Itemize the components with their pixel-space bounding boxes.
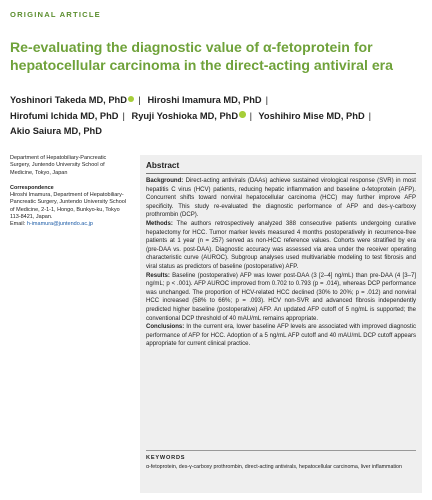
section-label: Conclusions: xyxy=(146,324,185,331)
keywords-text: α-fetoprotein, des-γ-carboxy prothrombin, direct-acting antivirals, hepatocellular carcinoma, liver inflammation xyxy=(146,464,402,470)
email-label: Email: xyxy=(10,221,26,228)
author-separator: | xyxy=(122,110,125,121)
keywords-heading: KEYWORDS xyxy=(146,455,186,461)
section-label: Results: xyxy=(146,272,170,279)
author-name: Yoshihiro Mise MD, PhD xyxy=(258,110,365,121)
affiliation: Department of Hepatobiliary-Pancreatic Surgery, Juntendo University School of Medicine, Tokyo, Japan xyxy=(10,155,107,176)
section-text: The authors retrospectively analyzed 388 consecutive patients undergoing curative hepatectomy for HCC. Tumor marker levels measured 4 months postoperatively in recurrence-free patients at 1 year (n = 257) served as non-HCC reference values. Cohorts were stratified by era (pre-DAA vs. post-DAA). Diagnostic accuracy was assessed via area under the receiver operating characteristic curve (AUROC). Subgroup analyses used multivariable modeling to test fibrosis and viral status as predictors of baseline (postoperative) AFP. xyxy=(146,220,416,270)
email-link[interactable]: h-imamura@juntendo.ac.jp xyxy=(26,221,93,228)
abstract-box xyxy=(140,155,422,493)
correspondence-text: Hiroshi Imamura, Department of Hepatobiliary-Pancreatic Surgery, Juntendo University School of Medicine, 2-1-1, Hongo, Bunkyo-ku, Tokyo 113-8421, Japan. xyxy=(10,192,127,221)
article-title: Re-evaluating the diagnostic value of α-fetoprotein for hepatocellular carcinoma in the direct-acting antiviral era xyxy=(10,39,394,73)
author-separator: | xyxy=(265,95,269,105)
article-type-label: ORIGINAL ARTICLE xyxy=(10,10,101,19)
author-1[interactable] xyxy=(10,95,134,105)
abstract-body xyxy=(146,177,416,349)
section-label: Background: xyxy=(146,178,184,184)
author-name: Yoshinori Takeda MD, PhD xyxy=(10,95,127,105)
correspondence-email-line xyxy=(10,221,128,228)
author-name: Hiroshi Imamura MD, PhD xyxy=(147,95,262,105)
author-6[interactable] xyxy=(10,126,102,136)
author-separator: | xyxy=(138,95,141,105)
keywords-divider xyxy=(146,450,416,451)
section-text: In the current era, lower baseline AFP levels are associated with improved diagnostic performance of AFP for HCC. Adoption of a 5 ng/mL AFP cutoff and 40 mAU/mL DCP cutoff appears appropriate for current clinical practice. xyxy=(146,324,416,348)
author-name: Ryuji Yoshioka MD, PhD xyxy=(131,110,239,121)
abstract-conclusions xyxy=(146,323,416,349)
author-list xyxy=(10,93,424,140)
author-name: Hirofumi Ichida MD, PhD xyxy=(10,110,119,121)
affiliation-column xyxy=(10,155,128,229)
author-5[interactable] xyxy=(258,111,364,121)
orcid-icon[interactable] xyxy=(128,96,135,103)
author-4[interactable] xyxy=(131,111,245,121)
author-3[interactable] xyxy=(10,111,118,121)
author-2[interactable] xyxy=(147,95,261,105)
author-name: Akio Saiura MD, PhD xyxy=(10,126,102,136)
author-separator: | xyxy=(368,110,372,121)
correspondence-heading: Correspondence xyxy=(10,184,54,191)
section-text: Baseline (postoperative) AFP was lower post-DAA (3 [2–4] ng/mL) than pre-DAA (4 [3–7] ng/mL; p < .001). AFP AUROC improved from 0.702 to 0.793 (p = .014), whereas DCP performance was unchanged. The proportion of HCV-related HCC declined (30% to 20%; p = .012) and nonviral HCC increased (58% to 66%; p = .093). HCV non-SVR and advanced fibrosis independently predicted higher baseline (postoperative) AFP. An updated AFP cutoff of 5 ng/mL is supported; the conventional DCP threshold of 40 mAU/mL remains appropriate. xyxy=(146,272,416,322)
abstract-background xyxy=(146,177,416,220)
abstract-heading: Abstract xyxy=(146,161,180,170)
abstract-methods xyxy=(146,220,416,272)
author-separator: | xyxy=(249,110,252,121)
abstract-results xyxy=(146,272,416,324)
orcid-icon[interactable] xyxy=(239,111,246,118)
abstract-divider xyxy=(146,173,416,174)
section-label: Methods: xyxy=(146,220,173,227)
section-text: Direct-acting antivirals (DAAs) achieve sustained virological response (SVR) in most hepatitis C virus (HCV) patients, reducing hepatic inflammation and baseline α-fetoprotein (AFP). Concurrent shifts toward nonviral hepatocellular carcinoma (HCC) may further improve AFP specificity. This study re-evaluated the diagnostic performance of AFP and des-γ-carboxy prothrombin (DCP). xyxy=(146,178,416,219)
